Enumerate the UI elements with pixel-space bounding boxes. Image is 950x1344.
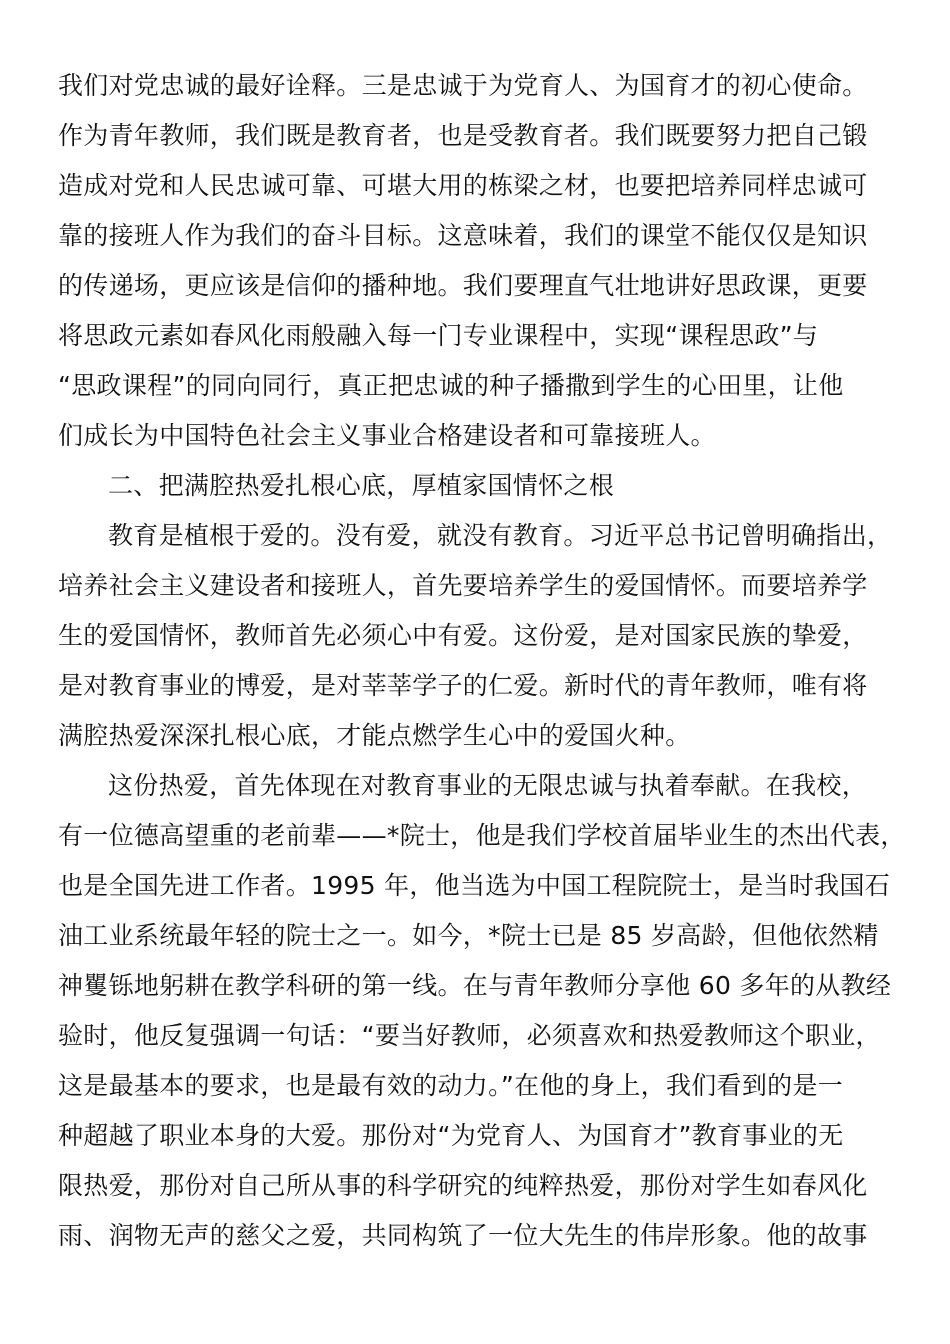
- text-line: 油工业系统最年轻的院士之一。如今，*院士已是 85 岁高龄，但他依然精: [58, 921, 879, 950]
- text-line: 这份热爱，首先体现在对教育事业的无限忠诚与执着奉献。在我校，: [108, 771, 868, 800]
- text-line: 我们对党忠诚的最好诠释。三是忠诚于为党育人、为国育才的初心使命。: [58, 71, 868, 100]
- text-line: 种超越了职业本身的大爱。那份对“为党育人、为国育才”教育事业的无: [58, 1121, 844, 1150]
- text-line: 教育是植根于爱的。没有爱，就没有教育。习近平总书记曾明确指出，: [108, 521, 893, 550]
- text-line: 靠的接班人作为我们的奋斗目标。这意味着，我们的课堂不能仅仅是知识: [58, 221, 868, 250]
- text-line: 也是全国先进工作者。1995 年，他当选为中国工程院院士，是当时我国石: [58, 871, 891, 900]
- text-line: 雨、润物无声的慈父之爱，共同构筑了一位大先生的伟岸形象。他的故事: [58, 1221, 868, 1250]
- text-line: 生的爱国情怀，教师首先必须心中有爱。这份爱，是对国家民族的挚爱，: [58, 621, 868, 650]
- text-line: 作为青年教师，我们既是教育者，也是受教育者。我们既要努力把自己锻: [58, 121, 868, 150]
- text-line: 这是最基本的要求，也是最有效的动力。”在他的身上，我们看到的是一: [58, 1071, 844, 1100]
- text-line: 将思政元素如春风化雨般融入每一门专业课程中，实现“课程思政”与: [58, 321, 819, 350]
- text-line: 造成对党和人民忠诚可靠、可堪大用的栋梁之材，也要把培养同样忠诚可: [58, 171, 868, 200]
- text-line: 培养社会主义建设者和接班人，首先要培养学生的爱国情怀。而要培养学: [58, 571, 868, 600]
- text-line: 限热爱，那份对自己所从事的科学研究的纯粹热爱，那份对学生如春风化: [58, 1171, 868, 1200]
- text-line: 神矍铄地躬耕在教学科研的第一线。在与青年教师分享他 60 多年的从教经: [58, 971, 892, 1000]
- text-line: 满腔热爱深深扎根心底，才能点燃学生心中的爱国火种。: [58, 721, 691, 750]
- text-line: 的传递场，更应该是信仰的播种地。我们要理直气壮地讲好思政课，更要: [58, 271, 868, 300]
- text-line: 是对教育事业的博爱，是对莘莘学子的仁爱。新时代的青年教师，唯有将: [58, 671, 868, 700]
- text-line: “思政课程”的同向同行，真正把忠诚的种子播撒到学生的心田里，让他: [58, 371, 844, 400]
- text-line: 们成长为中国特色社会主义事业合格建设者和可靠接班人。: [58, 421, 716, 450]
- text-line: 验时，他反复强调一句话：“要当好教师，必须喜欢和热爱教师这个职业，: [58, 1021, 881, 1050]
- section-heading: 二、把满腔热爱扎根心底，厚植家国情怀之根: [108, 471, 615, 500]
- text-line: 有一位德高望重的老前辈——*院士，他是我们学校首届毕业生的杰出代表，: [58, 821, 906, 850]
